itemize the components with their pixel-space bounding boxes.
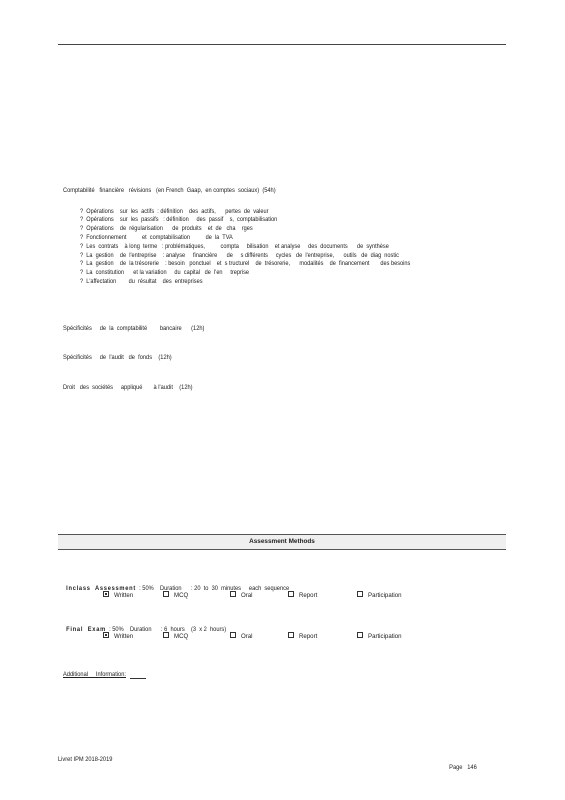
- option-label: Participation: [368, 592, 402, 599]
- final-exam-detail: : 50% Duration : 6 hours (3 x 2 hours): [105, 626, 227, 633]
- option-label: Oral: [241, 592, 253, 599]
- option-label: Oral: [241, 633, 253, 640]
- checkbox-icon[interactable]: [357, 591, 363, 597]
- module-line-audit-fonds: Spécificités de l'audit de fonds (12h): [63, 354, 172, 361]
- module-heading: Comptabilité financière révisions (en French Gaap, en comptes sociaux) (54h): [63, 187, 276, 194]
- checkbox-icon[interactable]: [288, 632, 294, 638]
- inclass-option-mcq[interactable]: [163, 592, 188, 599]
- inclass-option-participation[interactable]: [357, 592, 402, 599]
- option-label: Written: [114, 592, 134, 599]
- module-line-bancaire: Spécificités de la comptabilité bancaire (12h): [63, 325, 205, 332]
- inclass-option-written[interactable]: [103, 592, 133, 599]
- option-label: Participation: [368, 633, 402, 640]
- assessment-header: [58, 534, 506, 550]
- module-line-droit-societes: Droit des sociétés appliqué à l'audit (12h): [63, 384, 193, 391]
- footer-page-label: Page: [449, 764, 463, 771]
- option-label: Written: [114, 633, 134, 640]
- checkbox-icon[interactable]: [103, 591, 109, 597]
- inclass-detail: : 50% Duration : 20 to 30 minutes each sequence: [135, 585, 290, 592]
- list-item: ? Les contrats à long terme : problématiques, compta bilisation et analyse des documents de synthèse: [80, 243, 389, 250]
- list-item: ? Opérations de régularisation de produits et de cha rges: [80, 225, 253, 232]
- inclass-option-report[interactable]: [288, 592, 317, 599]
- checkbox-icon[interactable]: [357, 632, 363, 638]
- checkbox-icon[interactable]: [230, 591, 236, 597]
- additional-information-label: Additional Information:: [63, 671, 126, 678]
- option-label: Report: [299, 592, 318, 599]
- assessment-header-title: Assessment Methods: [249, 538, 315, 545]
- checkbox-icon[interactable]: [163, 632, 169, 638]
- additional-information-underline: [130, 678, 146, 679]
- inclass-option-oral[interactable]: [230, 592, 253, 599]
- list-item: ? Fonctionnement et comptabilisation de la TVA: [80, 234, 233, 241]
- list-item: ? Opérations sur les passifs : définition des passif s, comptabilisation: [80, 216, 278, 223]
- final-option-report[interactable]: [288, 633, 317, 640]
- list-item: ? La constitution et la variation du capital de l'en treprise: [80, 269, 250, 276]
- checkbox-icon[interactable]: [103, 632, 109, 638]
- footer-page-number: 146: [467, 764, 477, 771]
- checkbox-icon[interactable]: [230, 632, 236, 638]
- final-option-mcq[interactable]: [163, 633, 188, 640]
- final-exam-label: Final Exam: [66, 626, 106, 633]
- final-option-written[interactable]: [103, 633, 133, 640]
- footer-left: Livret IPM 2018-2019: [58, 756, 113, 763]
- final-exam-line: [63, 618, 226, 634]
- final-option-participation[interactable]: [357, 633, 402, 640]
- list-item: ? L'affectation du résultat des entreprises: [80, 278, 203, 285]
- option-label: MCQ: [174, 592, 189, 599]
- final-option-oral[interactable]: [230, 633, 253, 640]
- inclass-line: [63, 577, 289, 593]
- checkbox-icon[interactable]: [163, 591, 169, 597]
- list-item: ? Opérations sur les actifs : définition des actifs, pertes de valeur: [80, 208, 269, 215]
- option-label: Report: [299, 633, 318, 640]
- inclass-label: Inclass Assessment: [66, 585, 136, 592]
- option-label: MCQ: [174, 633, 189, 640]
- footer-page: [446, 756, 477, 772]
- list-item: ? La gestion de la trésorerie : besoin ponctuel et s tructurel de trésorerie, modalités de financement des besoins: [80, 260, 411, 267]
- checkbox-icon[interactable]: [288, 591, 294, 597]
- top-rule: [58, 44, 506, 45]
- list-item: ? La gestion de l'entreprise : analyse financière de s différents cycles de l'entreprise, outils de diag nostic: [80, 252, 399, 259]
